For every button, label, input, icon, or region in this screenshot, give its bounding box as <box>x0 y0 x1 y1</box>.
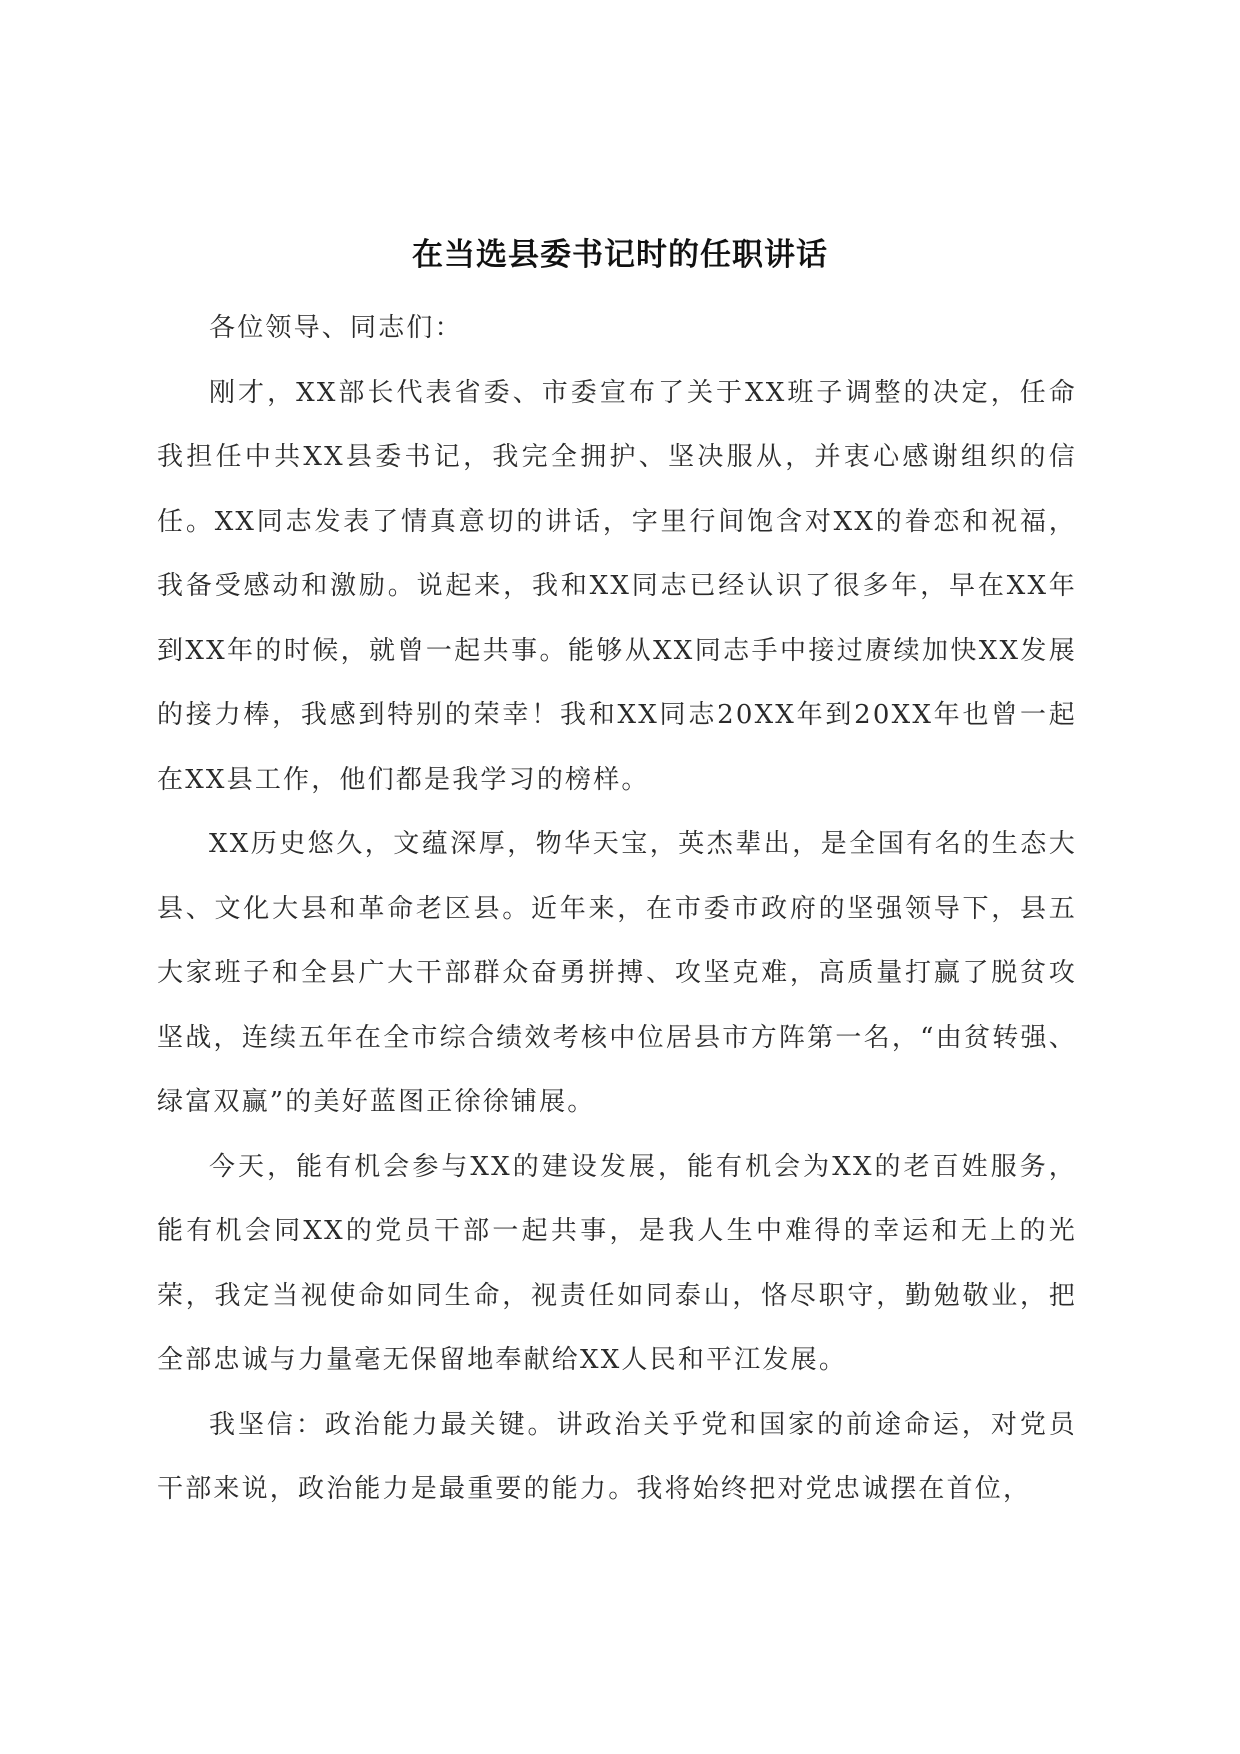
paragraph-2: XX历史悠久，文蕴深厚，物华天宝，英杰辈出，是全国有名的生态大县、文化大县和革命老区县。近年来，在市委市政府的坚强领导下，县五大家班子和全县广大干部群众奋勇拼搏、攻坚克难，高质量打赢了脱贫攻坚战，连续五年在全市综合绩效考核中位居县市方阵第一名，“由贫转强、绿富双赢”的美好蓝图正徐徐铺展。 <box>157 829 1077 1117</box>
salutation: 各位领导、同志们： <box>209 313 463 343</box>
paragraph-3: 今天，能有机会参与XX的建设发展，能有机会为XX的老百姓服务，能有机会同XX的党员干部一起共事，是我人生中难得的幸运和无上的光荣，我定当视使命如同生命，视责任如同泰山，恪尽职守，勤勉敬业，把全部忠诚与力量毫无保留地奉献给XX人民和平江发展。 <box>157 1151 1077 1375</box>
paragraph-4: 我坚信：政治能力最关键。讲政治关乎党和国家的前途命运，对党员干部来说，政治能力是最重要的能力。我将始终把对党忠诚摆在首位， <box>157 1409 1077 1504</box>
paragraph-1: 刚才，XX部长代表省委、市委宣布了关于XX班子调整的决定，任命我担任中共XX县委书记，我完全拥护、坚决服从，并衷心感谢组织的信任。XX同志发表了情真意切的讲话，字里行间饱含对XX的眷恋和祝福，我备受感动和激励。说起来，我和XX同志已经认识了很多年，早在XX年到XX年的时候，就曾一起共事。能够从XX同志手中接过赓续加快XX发展的接力棒，我感到特别的荣幸！我和XX同志20XX年到20XX年也曾一起在XX县工作，他们都是我学习的榜样。 <box>157 377 1077 795</box>
document-body <box>157 296 1077 1522</box>
document-title: 在当选县委书记时的任职讲话 <box>412 236 828 273</box>
